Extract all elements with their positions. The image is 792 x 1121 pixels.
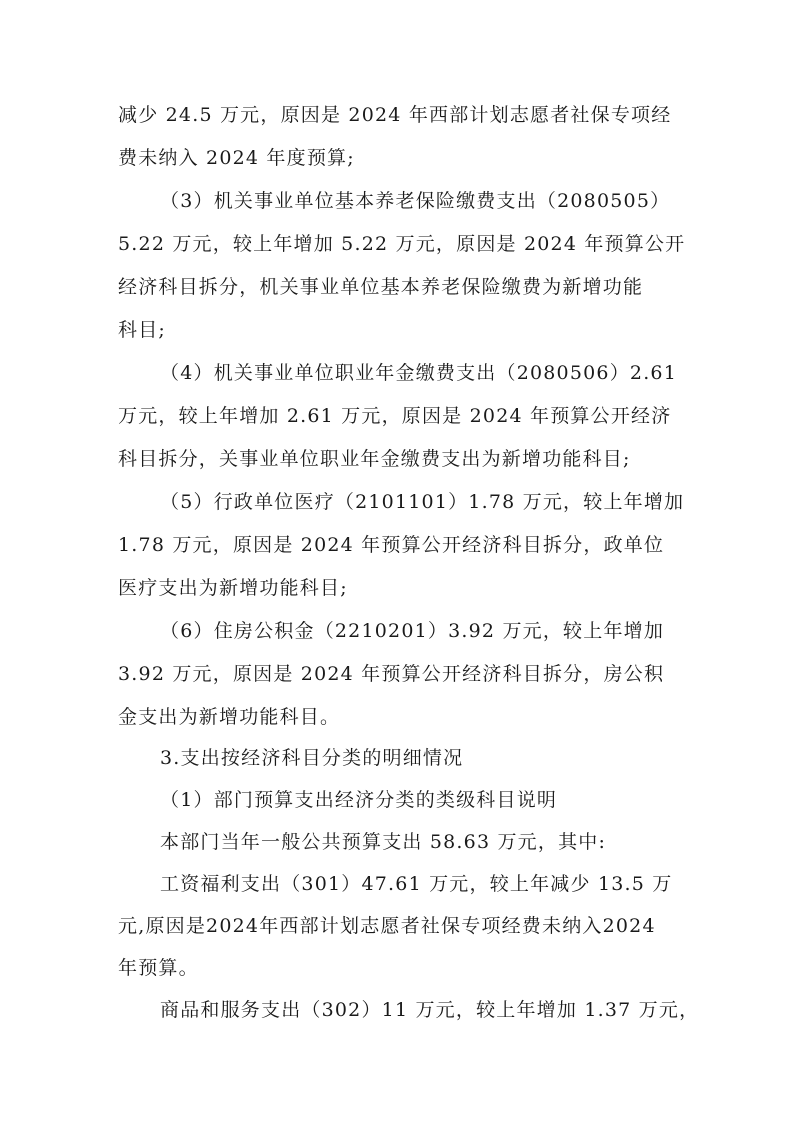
text-line: 减少 24.5 万元，原因是 2024 年西部计划志愿者社保专项经 bbox=[118, 104, 672, 126]
text-line: （3）机关事业单位基本养老保险缴费支出（2080505） bbox=[160, 190, 671, 212]
text-line: 商品和服务支出（302）11 万元，较上年增加 1.37 万元， bbox=[160, 999, 700, 1021]
text-line: 本部门当年一般公共预算支出 58.63 万元，其中: bbox=[160, 831, 607, 853]
text-line: 1.78 万元，原因是 2024 年预算公开经济科目拆分，政单位 bbox=[118, 534, 665, 556]
text-line: 科目拆分，关事业单位职业年金缴费支出为新增功能科目; bbox=[118, 448, 631, 470]
text-line: 3.92 万元，原因是 2024 年预算公开经济科目拆分，房公积 bbox=[118, 663, 665, 685]
text-line: 金支出为新增功能科目。 bbox=[118, 706, 341, 728]
subsection-heading: （1）部门预算支出经济分类的类级科目说明 bbox=[160, 789, 558, 811]
text-line: 医疗支出为新增功能科目; bbox=[118, 577, 348, 599]
text-line: 元,原因是2024年西部计划志愿者社保专项经费未纳入2024 bbox=[118, 915, 656, 937]
text-line: （5）行政单位医疗（2101101）1.78 万元，较上年增加 bbox=[160, 491, 685, 513]
text-line: 科目; bbox=[118, 319, 167, 341]
text-line: 5.22 万元，较上年增加 5.22 万元，原因是 2024 年预算公开 bbox=[118, 233, 686, 255]
section-heading: 3.支出按经济科目分类的明细情况 bbox=[160, 747, 464, 769]
text-line: 工资福利支出（301）47.61 万元，较上年减少 13.5 万 bbox=[160, 873, 673, 895]
text-line: 经济科目拆分，机关事业单位基本养老保险缴费为新增功能 bbox=[118, 276, 644, 298]
text-line: 万元，较上年增加 2.61 万元，原因是 2024 年预算公开经济 bbox=[118, 405, 672, 427]
text-line: 年预算。 bbox=[118, 957, 199, 979]
text-line: 费未纳入 2024 年度预算; bbox=[118, 147, 355, 169]
text-line: （6）住房公积金（2210201）3.92 万元，较上年增加 bbox=[160, 620, 665, 642]
text-line: （4）机关事业单位职业年金缴费支出（2080506）2.61 bbox=[160, 362, 678, 384]
